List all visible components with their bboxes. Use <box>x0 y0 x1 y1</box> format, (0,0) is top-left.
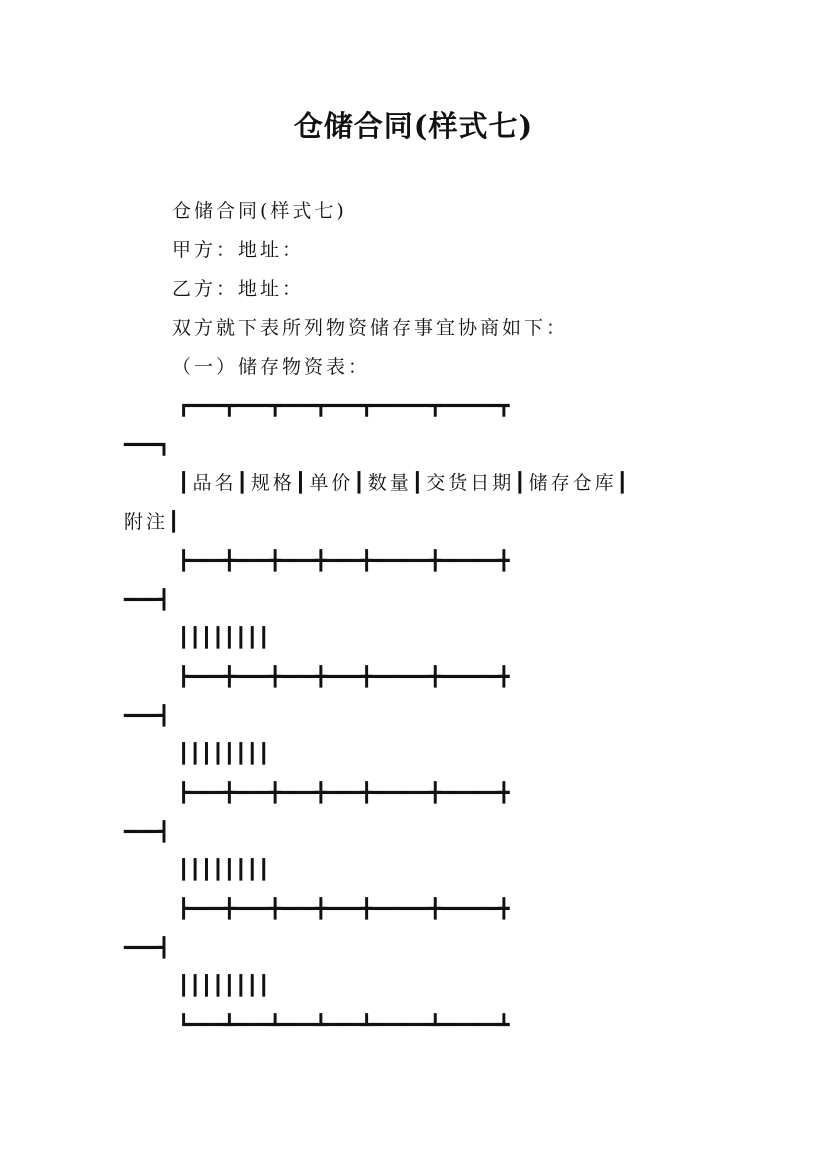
document-title: 仓储合同(样式七) <box>293 109 534 143</box>
table-mid-border: ┣━━━╋━━━╋━━━╋━━━╋━━━━━╋━━━━━╋ <box>178 666 510 688</box>
table-header-row: ┃品名┃规格┃单价┃数量┃交货日期┃储存仓库┃ <box>178 472 632 494</box>
table-row: ┃┃┃┃┃┃┃┃ <box>178 859 270 881</box>
table-mid-border-tail: ━━━┫ <box>124 821 170 843</box>
table-mid-border: ┣━━━╋━━━╋━━━╋━━━╋━━━━━╋━━━━━╋ <box>178 898 510 920</box>
party-b-line: 乙方：地址： <box>172 278 305 300</box>
table-mid-border-tail: ━━━┫ <box>124 589 170 611</box>
section1-heading: （一）储存物资表： <box>172 356 371 378</box>
intro-line: 双方就下表所列物资储存事宜协商如下： <box>172 317 569 339</box>
table-top-border: ┏━━━┳━━━┳━━━┳━━━┳━━━━━┳━━━━━┳ <box>178 395 510 417</box>
table-row: ┃┃┃┃┃┃┃┃ <box>178 743 270 765</box>
table-header-tail: 附注┃ <box>124 511 183 533</box>
table-row: ┃┃┃┃┃┃┃┃ <box>178 975 270 997</box>
table-mid-border: ┣━━━╋━━━╋━━━╋━━━╋━━━━━╋━━━━━╋ <box>178 782 510 804</box>
table-row: ┃┃┃┃┃┃┃┃ <box>178 627 270 649</box>
subtitle-line: 仓储合同(样式七) <box>172 200 347 222</box>
table-bottom-border: ┗━━━┻━━━┻━━━┻━━━┻━━━━━┻━━━━━┻ <box>178 1014 510 1036</box>
table-mid-border-tail: ━━━┫ <box>124 937 170 959</box>
table-mid-border-tail: ━━━┫ <box>124 705 170 727</box>
table-mid-border: ┣━━━╋━━━╋━━━╋━━━╋━━━━━╋━━━━━╋ <box>178 550 510 572</box>
party-a-line: 甲方：地址： <box>172 239 305 261</box>
table-top-border-tail: ━━━┓ <box>124 434 170 456</box>
